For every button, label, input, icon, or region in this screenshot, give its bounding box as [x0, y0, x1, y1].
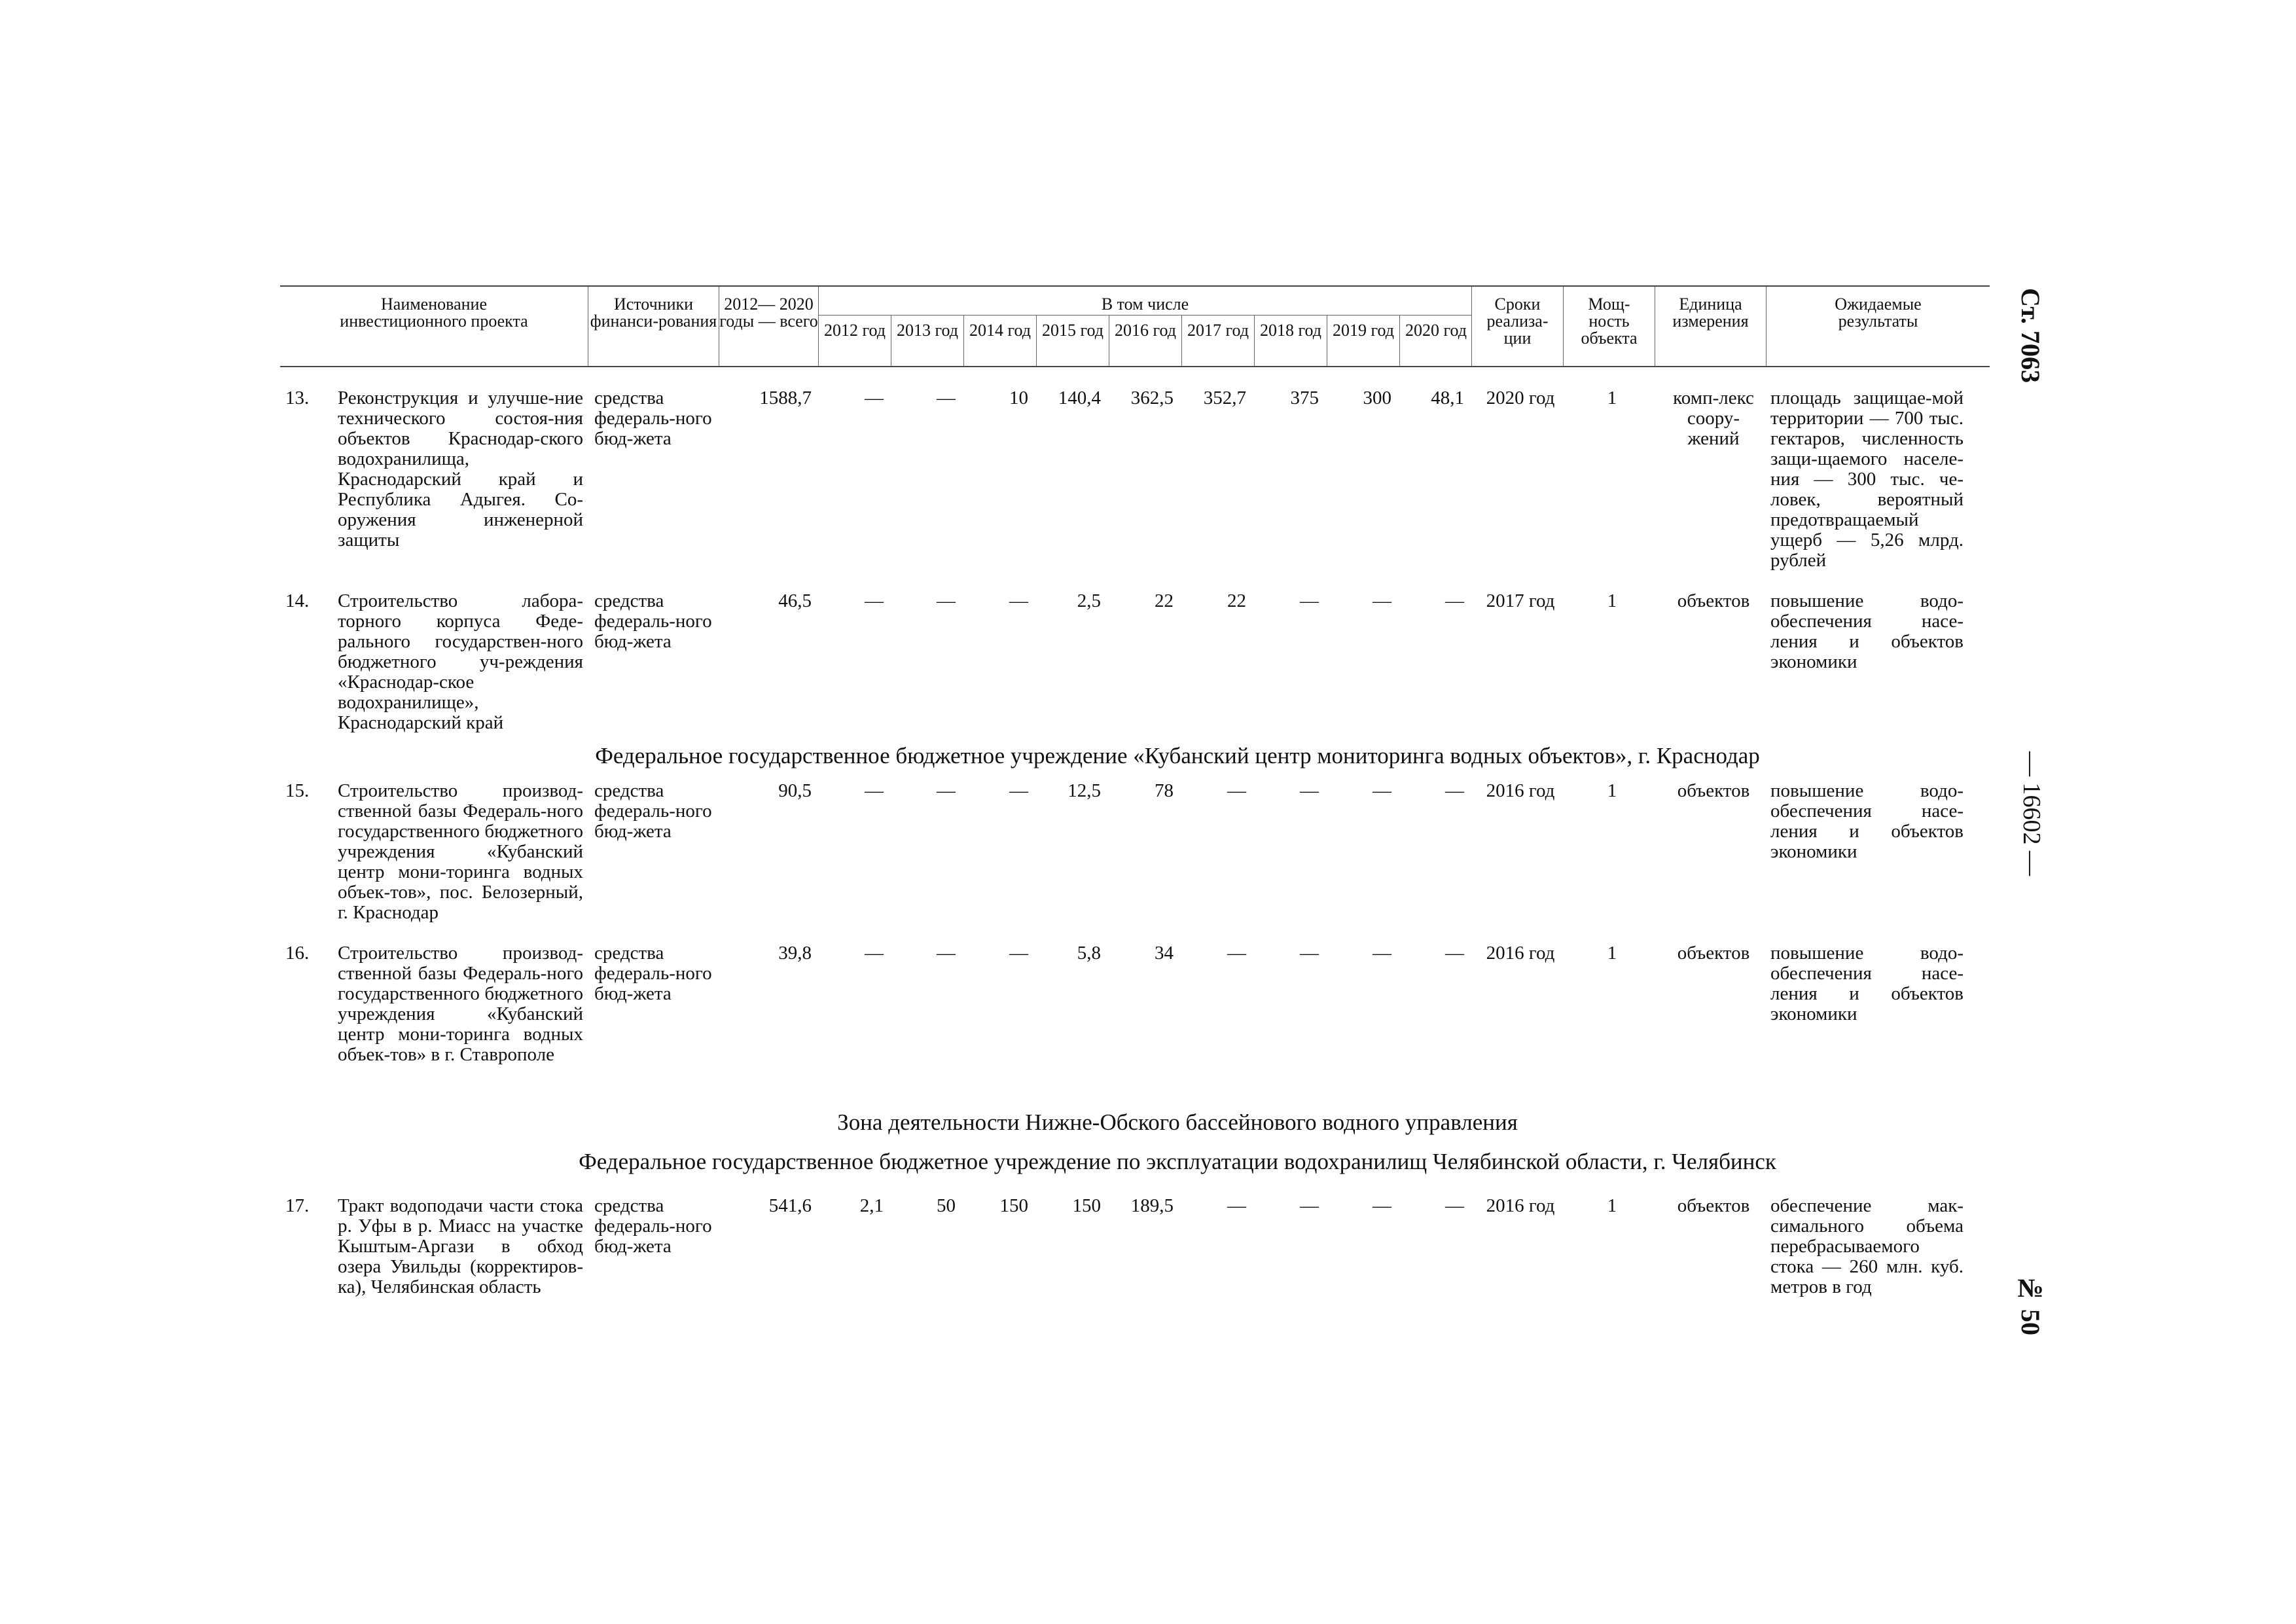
project-name: Строительство производ-ственной базы Федераль-ного государственного бюджетного учреждения «Кубанский центр мони-торинга водных объек-тов», пос. Белозерный, г. Краснодар — [338, 780, 583, 923]
funding-source: средства федераль-ного бюд-жета — [594, 943, 712, 1004]
year-value: 150 — [999, 1195, 1028, 1216]
capacity: 1 — [1607, 943, 1617, 964]
row-number: 13. — [285, 388, 310, 408]
funding-source: средства федераль-ного бюд-жета — [594, 388, 712, 449]
year-value: 150 — [1072, 1195, 1101, 1216]
project-name: Тракт водоподачи части стока р. Уфы в р. Миасс на участке Кыштым-Аргази в обход озера Увильды (корректиров-ка), Челябинская область — [338, 1195, 583, 1297]
total-value: 1588,7 — [759, 388, 812, 408]
year-value: — — [1227, 1195, 1246, 1216]
unit: объектов — [1677, 590, 1750, 611]
expected-results: площадь защищае-мой территории — 700 тыс. гектаров, численность защи-щаемого населе-ния — 300 тыс. че-ловек, вероятный предотвращаемый ущерб — 5,26 млрд. рублей — [1770, 388, 1964, 571]
funding-source: средства федераль-ного бюд-жета — [594, 780, 712, 842]
header-year: 2013 год — [891, 316, 963, 366]
year-value: — — [1445, 1195, 1464, 1216]
year-value: — — [1300, 780, 1319, 801]
year-value: — — [1445, 943, 1464, 964]
header-year: 2018 год — [1254, 316, 1327, 366]
section-heading: Зона деятельности Нижне-Обского бассейнового водного управления — [837, 1110, 1518, 1135]
header-capacity: Мощ-ность объекта — [1563, 287, 1655, 366]
year-value: 2,1 — [859, 1195, 884, 1216]
header-including-group — [818, 287, 1471, 366]
year-value: — — [1372, 943, 1391, 964]
header-total: 2012— 2020 годы — всего — [719, 287, 818, 366]
year-value: — — [1372, 1195, 1391, 1216]
row-number: 15. — [285, 780, 310, 801]
capacity: 1 — [1607, 388, 1617, 408]
year-value: 78 — [1155, 780, 1174, 801]
year-value: — — [1227, 943, 1246, 964]
year-value: — — [1009, 943, 1028, 964]
header-years — [819, 316, 1471, 366]
table-row — [280, 943, 1990, 1110]
funding-source: средства федераль-ного бюд-жета — [594, 1195, 712, 1257]
issue-number: № 50 — [2016, 1273, 2045, 1335]
document-page — [280, 285, 1990, 1327]
year-value: 10 — [1009, 388, 1028, 408]
header-including: В том числе — [819, 287, 1471, 316]
header-year: 2012 год — [824, 321, 886, 340]
term: 2017 год — [1486, 590, 1555, 611]
year-value: — — [1300, 590, 1319, 611]
year-value: 189,5 — [1130, 1195, 1174, 1216]
capacity: 1 — [1607, 1195, 1617, 1216]
header-name: Наименование инвестиционного проекта — [340, 295, 528, 331]
expected-results: обеспечение мак-симального объема перебрасываемого стока — 260 млн. куб. метров в год — [1770, 1195, 1964, 1297]
expected-results: повышение водо-обеспечения насе-ления и объектов экономики — [1770, 943, 1964, 1024]
year-value: — — [865, 780, 884, 801]
year-value: 5,8 — [1077, 943, 1101, 964]
project-name: Строительство лабора-торного корпуса Феде-рального государствен-ного бюджетного уч-реждения «Краснодар-ское водохранилище», Краснодарский край — [338, 590, 583, 733]
header-year: 2017 год — [1181, 316, 1254, 366]
header-results: Ожидаемые результаты — [1766, 287, 1990, 366]
project-name: Строительство производ-ственной базы Федераль-ного государственного бюджетного учреждения «Кубанский центр мони-торинга водных объек-тов» в г. Ставрополе — [338, 943, 583, 1065]
page-reference: Ст. 7063 — [2016, 288, 2045, 383]
page-number: — 16602 — — [2018, 751, 2045, 876]
header-year: 2019 год — [1327, 316, 1399, 366]
year-value: 140,4 — [1058, 388, 1101, 408]
year-value: 362,5 — [1130, 388, 1174, 408]
year-value: 375 — [1290, 388, 1319, 408]
year-value: 300 — [1363, 388, 1391, 408]
header-year: 2015 год — [1036, 316, 1109, 366]
total-value: 90,5 — [778, 780, 812, 801]
capacity: 1 — [1607, 590, 1617, 611]
year-value: — — [1300, 943, 1319, 964]
table-row — [280, 781, 1990, 943]
year-value: — — [937, 590, 956, 611]
row-number: 16. — [285, 943, 310, 964]
header-year: 2020 год — [1399, 316, 1472, 366]
total-value: 46,5 — [778, 590, 812, 611]
year-value: — — [865, 388, 884, 408]
funding-source: средства федераль-ного бюд-жета — [594, 590, 712, 652]
year-value: 352,7 — [1203, 388, 1246, 408]
table-row — [280, 1196, 1990, 1327]
year-value: 34 — [1155, 943, 1174, 964]
year-value: 22 — [1227, 590, 1246, 611]
year-value: — — [937, 780, 956, 801]
table-row — [280, 388, 1990, 591]
term: 2016 год — [1486, 1195, 1555, 1216]
unit: объектов — [1677, 780, 1750, 801]
year-value: — — [1445, 780, 1464, 801]
year-value: 50 — [937, 1195, 956, 1216]
project-name: Реконструкция и улучше-ние технического состоя-ния объектов Краснодар-ского водохранилища, Краснодарский край и Республика Адыгея. Со-оружения инженерной защиты — [338, 388, 583, 550]
unit: объектов — [1677, 943, 1750, 964]
header-year: 2014 год — [963, 316, 1036, 366]
term: 2016 год — [1486, 943, 1555, 964]
year-value: — — [1227, 780, 1246, 801]
header-source: Источники финанси-рования — [588, 287, 719, 366]
year-value: — — [865, 590, 884, 611]
table-row — [280, 591, 1990, 743]
year-value: 2,5 — [1077, 590, 1101, 611]
row-number: 14. — [285, 590, 310, 611]
expected-results: повышение водо-обеспечения насе-ления и объектов экономики — [1770, 780, 1964, 862]
year-value: — — [937, 388, 956, 408]
row-number: 17. — [285, 1195, 310, 1216]
table-header — [280, 285, 1990, 367]
year-value: — — [1372, 590, 1391, 611]
year-value: — — [865, 943, 884, 964]
header-year: 2016 год — [1109, 316, 1181, 366]
year-value: — — [1300, 1195, 1319, 1216]
total-value: 541,6 — [768, 1195, 812, 1216]
year-value: 48,1 — [1431, 388, 1464, 408]
unit: объектов — [1677, 1195, 1750, 1216]
capacity: 1 — [1607, 780, 1617, 801]
unit: комп-лекс соору-жений — [1673, 388, 1754, 449]
term: 2020 год — [1486, 388, 1555, 408]
header-term: Сроки реализа-ции — [1471, 287, 1563, 366]
year-value: — — [1445, 590, 1464, 611]
section-heading: Федеральное государственное бюджетное учреждение по эксплуатации водохранилищ Челябинской области, г. Челябинск — [579, 1149, 1776, 1174]
year-value: 22 — [1155, 590, 1174, 611]
header-unit: Единица измерения — [1655, 287, 1766, 366]
year-value: — — [937, 943, 956, 964]
year-value: — — [1009, 780, 1028, 801]
year-value: — — [1009, 590, 1028, 611]
year-value: — — [1372, 780, 1391, 801]
section-heading: Федеральное государственное бюджетное учреждение «Кубанский центр мониторинга водных объектов», г. Краснодар — [595, 743, 1760, 768]
term: 2016 год — [1486, 780, 1555, 801]
total-value: 39,8 — [778, 943, 812, 964]
expected-results: повышение водо-обеспечения насе-ления и объектов экономики — [1770, 590, 1964, 672]
year-value: 12,5 — [1067, 780, 1101, 801]
